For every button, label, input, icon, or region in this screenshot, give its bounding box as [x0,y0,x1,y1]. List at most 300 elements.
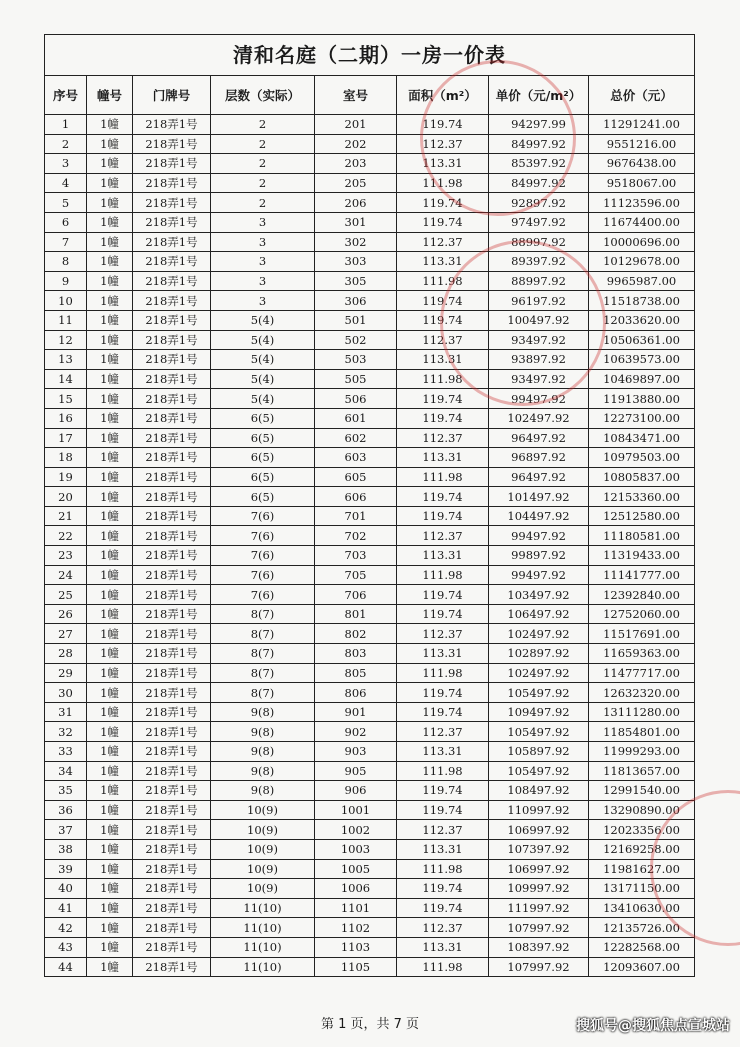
cell-address: 218弄1号 [133,448,211,468]
cell-building: 1幢 [87,937,133,957]
cell-area: 111.98 [397,565,489,585]
cell-total-price: 11291241.00 [589,115,695,135]
cell-room: 203 [315,154,397,174]
cell-address: 218弄1号 [133,506,211,526]
column-header: 总价（元） [589,76,695,115]
cell-building: 1幢 [87,408,133,428]
cell-total-price: 11854801.00 [589,722,695,742]
cell-total-price: 9551216.00 [589,134,695,154]
cell-address: 218弄1号 [133,604,211,624]
cell-index: 24 [45,565,87,585]
table-row [45,173,695,193]
cell-address: 218弄1号 [133,173,211,193]
cell-index: 25 [45,585,87,605]
cell-index: 21 [45,506,87,526]
cell-unit-price: 85397.92 [489,154,589,174]
table-row [45,546,695,566]
cell-unit-price: 102497.92 [489,408,589,428]
cell-building: 1幢 [87,134,133,154]
cell-index: 5 [45,193,87,213]
cell-address: 218弄1号 [133,742,211,762]
cell-area: 113.31 [397,350,489,370]
cell-total-price: 12169258.00 [589,839,695,859]
cell-building: 1幢 [87,585,133,605]
table-row [45,781,695,801]
table-row [45,957,695,977]
cell-building: 1幢 [87,898,133,918]
cell-floor: 11(10) [211,957,315,977]
cell-area: 111.98 [397,271,489,291]
cell-floor: 8(7) [211,604,315,624]
cell-unit-price: 108497.92 [489,781,589,801]
cell-address: 218弄1号 [133,683,211,703]
cell-area: 119.74 [397,389,489,409]
cell-index: 19 [45,467,87,487]
cell-floor: 9(8) [211,742,315,762]
cell-room: 501 [315,310,397,330]
cell-area: 111.98 [397,173,489,193]
cell-room: 902 [315,722,397,742]
cell-index: 31 [45,702,87,722]
cell-index: 40 [45,879,87,899]
cell-building: 1幢 [87,115,133,135]
cell-unit-price: 110997.92 [489,800,589,820]
cell-area: 113.31 [397,252,489,272]
cell-unit-price: 96897.92 [489,448,589,468]
cell-unit-price: 99497.92 [489,526,589,546]
cell-building: 1幢 [87,742,133,762]
cell-index: 18 [45,448,87,468]
cell-floor: 6(5) [211,408,315,428]
cell-building: 1幢 [87,683,133,703]
cell-building: 1幢 [87,252,133,272]
cell-building: 1幢 [87,781,133,801]
cell-building: 1幢 [87,310,133,330]
cell-building: 1幢 [87,761,133,781]
cell-unit-price: 111997.92 [489,898,589,918]
cell-total-price: 13410630.00 [589,898,695,918]
cell-total-price: 11813657.00 [589,761,695,781]
table-row [45,624,695,644]
cell-total-price: 10506361.00 [589,330,695,350]
cell-floor: 5(4) [211,310,315,330]
cell-address: 218弄1号 [133,212,211,232]
cell-floor: 10(9) [211,879,315,899]
cell-unit-price: 107997.92 [489,918,589,938]
cell-unit-price: 106997.92 [489,820,589,840]
cell-address: 218弄1号 [133,839,211,859]
cell-building: 1幢 [87,820,133,840]
cell-address: 218弄1号 [133,702,211,722]
cell-room: 206 [315,193,397,213]
cell-area: 112.37 [397,232,489,252]
cell-address: 218弄1号 [133,879,211,899]
cell-area: 112.37 [397,526,489,546]
cell-room: 702 [315,526,397,546]
cell-room: 705 [315,565,397,585]
cell-area: 113.31 [397,644,489,664]
table-row [45,212,695,232]
cell-index: 7 [45,232,87,252]
cell-room: 302 [315,232,397,252]
table-row [45,820,695,840]
table-row [45,330,695,350]
cell-unit-price: 106497.92 [489,604,589,624]
cell-total-price: 9518067.00 [589,173,695,193]
cell-index: 2 [45,134,87,154]
cell-building: 1幢 [87,271,133,291]
cell-building: 1幢 [87,330,133,350]
cell-total-price: 10805837.00 [589,467,695,487]
cell-unit-price: 97497.92 [489,212,589,232]
cell-room: 506 [315,389,397,409]
table-row [45,506,695,526]
cell-area: 112.37 [397,330,489,350]
cell-floor: 10(9) [211,839,315,859]
cell-index: 36 [45,800,87,820]
table-row [45,389,695,409]
table-title: 清和名庭（二期）一房一价表 [45,35,695,76]
cell-room: 1005 [315,859,397,879]
cell-unit-price: 89397.92 [489,252,589,272]
cell-address: 218弄1号 [133,918,211,938]
table-row [45,839,695,859]
column-header: 室号 [315,76,397,115]
cell-room: 802 [315,624,397,644]
cell-unit-price: 109497.92 [489,702,589,722]
cell-address: 218弄1号 [133,134,211,154]
cell-unit-price: 93897.92 [489,350,589,370]
cell-room: 1101 [315,898,397,918]
cell-area: 119.74 [397,506,489,526]
cell-building: 1幢 [87,467,133,487]
cell-total-price: 10843471.00 [589,428,695,448]
cell-total-price: 12392840.00 [589,585,695,605]
cell-total-price: 12632320.00 [589,683,695,703]
cell-index: 3 [45,154,87,174]
cell-index: 28 [45,644,87,664]
cell-total-price: 9676438.00 [589,154,695,174]
price-sheet [44,34,694,977]
table-row [45,565,695,585]
cell-total-price: 11477717.00 [589,663,695,683]
cell-floor: 2 [211,193,315,213]
cell-total-price: 12153360.00 [589,487,695,507]
cell-area: 119.74 [397,604,489,624]
cell-total-price: 10000696.00 [589,232,695,252]
cell-building: 1幢 [87,369,133,389]
column-header: 幢号 [87,76,133,115]
cell-building: 1幢 [87,800,133,820]
cell-index: 1 [45,115,87,135]
cell-unit-price: 99897.92 [489,546,589,566]
cell-unit-price: 105897.92 [489,742,589,762]
table-row [45,800,695,820]
cell-index: 4 [45,173,87,193]
cell-index: 15 [45,389,87,409]
table-row [45,702,695,722]
cell-address: 218弄1号 [133,781,211,801]
cell-room: 1102 [315,918,397,938]
cell-room: 805 [315,663,397,683]
cell-room: 201 [315,115,397,135]
cell-address: 218弄1号 [133,644,211,664]
cell-building: 1幢 [87,232,133,252]
cell-floor: 9(8) [211,722,315,742]
cell-unit-price: 92897.92 [489,193,589,213]
cell-total-price: 11319433.00 [589,546,695,566]
cell-address: 218弄1号 [133,859,211,879]
cell-total-price: 9965987.00 [589,271,695,291]
cell-room: 905 [315,761,397,781]
cell-floor: 8(7) [211,683,315,703]
cell-building: 1幢 [87,644,133,664]
cell-index: 37 [45,820,87,840]
column-header: 门牌号 [133,76,211,115]
cell-index: 23 [45,546,87,566]
table-row [45,369,695,389]
cell-area: 111.98 [397,957,489,977]
cell-unit-price: 88997.92 [489,271,589,291]
cell-total-price: 12752060.00 [589,604,695,624]
cell-floor: 5(4) [211,330,315,350]
cell-index: 20 [45,487,87,507]
cell-address: 218弄1号 [133,585,211,605]
cell-total-price: 12135726.00 [589,918,695,938]
cell-index: 13 [45,350,87,370]
cell-building: 1幢 [87,212,133,232]
cell-floor: 7(6) [211,565,315,585]
cell-area: 113.31 [397,742,489,762]
cell-building: 1幢 [87,428,133,448]
page-number: 第 1 页，共 7 页 [320,1017,420,1032]
cell-floor: 8(7) [211,624,315,644]
cell-building: 1幢 [87,350,133,370]
cell-area: 112.37 [397,428,489,448]
cell-total-price: 12033620.00 [589,310,695,330]
cell-floor: 5(4) [211,369,315,389]
cell-room: 601 [315,408,397,428]
cell-area: 119.74 [397,310,489,330]
cell-total-price: 11518738.00 [589,291,695,311]
cell-address: 218弄1号 [133,467,211,487]
cell-room: 605 [315,467,397,487]
cell-building: 1幢 [87,389,133,409]
cell-room: 703 [315,546,397,566]
cell-room: 505 [315,369,397,389]
cell-floor: 7(6) [211,585,315,605]
cell-floor: 3 [211,291,315,311]
cell-index: 16 [45,408,87,428]
cell-address: 218弄1号 [133,937,211,957]
cell-index: 26 [45,604,87,624]
cell-room: 602 [315,428,397,448]
cell-unit-price: 108397.92 [489,937,589,957]
cell-area: 119.74 [397,212,489,232]
price-table [44,34,695,977]
cell-building: 1幢 [87,526,133,546]
cell-floor: 6(5) [211,428,315,448]
cell-room: 1103 [315,937,397,957]
cell-area: 113.31 [397,839,489,859]
cell-area: 113.31 [397,154,489,174]
cell-address: 218弄1号 [133,310,211,330]
cell-floor: 11(10) [211,918,315,938]
cell-unit-price: 105497.92 [489,761,589,781]
table-row [45,683,695,703]
cell-index: 38 [45,839,87,859]
cell-area: 112.37 [397,820,489,840]
cell-unit-price: 105497.92 [489,722,589,742]
table-row [45,428,695,448]
cell-floor: 2 [211,173,315,193]
cell-address: 218弄1号 [133,291,211,311]
cell-floor: 7(6) [211,526,315,546]
cell-index: 42 [45,918,87,938]
cell-unit-price: 93497.92 [489,330,589,350]
cell-unit-price: 94297.99 [489,115,589,135]
cell-building: 1幢 [87,448,133,468]
cell-address: 218弄1号 [133,526,211,546]
watermark-text: 搜狐号@搜狐焦点宣城站 [576,1018,730,1034]
cell-area: 119.74 [397,585,489,605]
cell-total-price: 12023356.00 [589,820,695,840]
cell-total-price: 11999293.00 [589,742,695,762]
cell-room: 503 [315,350,397,370]
cell-address: 218弄1号 [133,565,211,585]
cell-room: 803 [315,644,397,664]
cell-room: 1006 [315,879,397,899]
table-row [45,742,695,762]
cell-unit-price: 88997.92 [489,232,589,252]
table-row [45,879,695,899]
cell-room: 1002 [315,820,397,840]
cell-area: 112.37 [397,134,489,154]
cell-address: 218弄1号 [133,369,211,389]
cell-total-price: 12273100.00 [589,408,695,428]
cell-room: 1105 [315,957,397,977]
cell-building: 1幢 [87,702,133,722]
cell-floor: 6(5) [211,448,315,468]
table-row [45,193,695,213]
cell-room: 806 [315,683,397,703]
cell-floor: 9(8) [211,702,315,722]
cell-total-price: 12991540.00 [589,781,695,801]
cell-unit-price: 99497.92 [489,565,589,585]
table-row [45,448,695,468]
cell-building: 1幢 [87,154,133,174]
cell-room: 306 [315,291,397,311]
table-row [45,644,695,664]
cell-building: 1幢 [87,506,133,526]
cell-unit-price: 84997.92 [489,134,589,154]
cell-unit-price: 84997.92 [489,173,589,193]
table-row [45,663,695,683]
cell-floor: 3 [211,212,315,232]
cell-area: 111.98 [397,369,489,389]
cell-index: 44 [45,957,87,977]
cell-building: 1幢 [87,546,133,566]
cell-floor: 3 [211,232,315,252]
cell-unit-price: 101497.92 [489,487,589,507]
cell-area: 119.74 [397,702,489,722]
cell-floor: 2 [211,115,315,135]
cell-area: 119.74 [397,898,489,918]
table-row [45,310,695,330]
cell-total-price: 12093607.00 [589,957,695,977]
cell-total-price: 10639573.00 [589,350,695,370]
cell-floor: 11(10) [211,937,315,957]
cell-floor: 7(6) [211,506,315,526]
cell-room: 202 [315,134,397,154]
cell-total-price: 11123596.00 [589,193,695,213]
cell-unit-price: 107397.92 [489,839,589,859]
cell-area: 119.74 [397,683,489,703]
table-row [45,722,695,742]
cell-building: 1幢 [87,487,133,507]
table-row [45,761,695,781]
cell-floor: 9(8) [211,761,315,781]
cell-building: 1幢 [87,663,133,683]
cell-index: 8 [45,252,87,272]
column-header: 单价（元/m²） [489,76,589,115]
cell-room: 603 [315,448,397,468]
table-row [45,408,695,428]
cell-address: 218弄1号 [133,232,211,252]
cell-unit-price: 105497.92 [489,683,589,703]
cell-index: 6 [45,212,87,232]
cell-address: 218弄1号 [133,663,211,683]
cell-index: 10 [45,291,87,311]
cell-floor: 3 [211,271,315,291]
cell-total-price: 13111280.00 [589,702,695,722]
cell-total-price: 11659363.00 [589,644,695,664]
cell-index: 22 [45,526,87,546]
cell-address: 218弄1号 [133,389,211,409]
table-row [45,898,695,918]
cell-area: 112.37 [397,624,489,644]
cell-area: 113.31 [397,546,489,566]
cell-address: 218弄1号 [133,722,211,742]
cell-address: 218弄1号 [133,546,211,566]
cell-total-price: 10129678.00 [589,252,695,272]
cell-address: 218弄1号 [133,252,211,272]
cell-index: 27 [45,624,87,644]
cell-building: 1幢 [87,879,133,899]
cell-unit-price: 96497.92 [489,467,589,487]
cell-total-price: 11981627.00 [589,859,695,879]
cell-room: 205 [315,173,397,193]
cell-index: 14 [45,369,87,389]
cell-address: 218弄1号 [133,115,211,135]
cell-area: 111.98 [397,859,489,879]
cell-total-price: 11141777.00 [589,565,695,585]
cell-unit-price: 102897.92 [489,644,589,664]
cell-total-price: 10979503.00 [589,448,695,468]
table-row [45,585,695,605]
cell-room: 706 [315,585,397,605]
cell-index: 11 [45,310,87,330]
cell-total-price: 12512580.00 [589,506,695,526]
cell-area: 119.74 [397,487,489,507]
cell-floor: 11(10) [211,898,315,918]
cell-index: 17 [45,428,87,448]
table-row [45,604,695,624]
table-row [45,937,695,957]
cell-index: 29 [45,663,87,683]
cell-address: 218弄1号 [133,898,211,918]
cell-room: 701 [315,506,397,526]
